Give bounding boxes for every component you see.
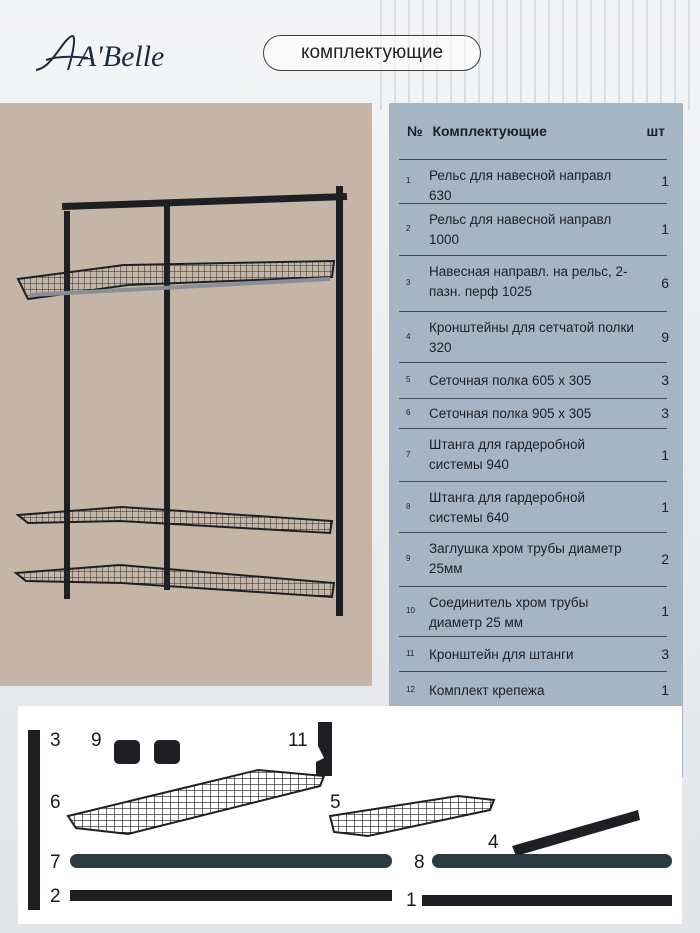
row-qty: 9 <box>661 329 669 345</box>
row-qty: 1 <box>661 682 669 698</box>
table-row <box>399 671 667 709</box>
table-row <box>399 586 667 637</box>
row-number: 9 <box>406 554 411 563</box>
part-4-label: 4 <box>488 832 499 853</box>
row-name: Рельс для навесной направл 1000 <box>429 212 612 247</box>
table-header <box>407 123 547 139</box>
section-pill <box>263 35 481 71</box>
part-9-cap <box>154 740 180 764</box>
row-number: 6 <box>406 408 411 417</box>
abelle-logo <box>32 30 182 76</box>
part-2-label: 2 <box>50 886 61 907</box>
row-name: Штанга для гардеробной системы 640 <box>429 490 586 525</box>
table-row <box>399 398 667 429</box>
row-qty: 3 <box>661 372 669 388</box>
part-3-rail <box>28 730 40 910</box>
row-name: Навесная направл. на рельс, 2-пазн. перф 1025 <box>429 264 628 299</box>
part-2-rail <box>70 890 392 901</box>
part-7-rod <box>70 854 392 868</box>
part-7-label: 7 <box>50 852 61 873</box>
col-name-header: Комплектующие <box>432 123 547 139</box>
table-row <box>399 311 667 363</box>
table-row <box>399 159 667 204</box>
row-name: Заглушка хром трубы диаметр 25мм <box>429 541 622 576</box>
parts-illustration <box>18 706 682 924</box>
part-8-label: 8 <box>414 852 425 873</box>
part-3-label: 3 <box>50 730 61 751</box>
row-number: 8 <box>406 502 411 511</box>
row-number: 3 <box>406 278 411 287</box>
row-name: Сеточная полка 905 х 305 <box>429 406 592 421</box>
table-row <box>399 362 667 399</box>
row-name: Кронштейн для штанги <box>429 647 574 662</box>
part-4-bracket <box>512 810 640 856</box>
components-table <box>389 103 683 777</box>
col-qty-header: шт <box>646 123 665 139</box>
row-name: Кронштейны для сетчатой полки 320 <box>429 320 634 355</box>
wardrobe-illustration <box>0 103 372 686</box>
table-row <box>399 255 667 312</box>
row-qty: 3 <box>661 646 669 662</box>
row-number: 12 <box>406 685 415 694</box>
row-qty: 1 <box>661 499 669 515</box>
row-number: 4 <box>406 332 411 341</box>
part-5-shelf <box>330 796 494 836</box>
row-qty: 2 <box>661 551 669 567</box>
part-6-shelf <box>68 770 324 834</box>
row-qty: 1 <box>661 603 669 619</box>
col-num-header: № <box>407 123 423 139</box>
row-number: 5 <box>406 375 411 384</box>
part-1-label: 1 <box>406 890 417 911</box>
part-11-bracket <box>316 722 332 776</box>
table-row <box>399 532 667 587</box>
row-qty: 3 <box>661 405 669 421</box>
row-name: Комплект крепежа <box>429 683 545 698</box>
row-name: Штанга для гардеробной системы 940 <box>429 437 586 472</box>
table-row <box>399 636 667 672</box>
product-photo <box>0 103 372 686</box>
part-11-label: 11 <box>288 730 308 751</box>
part-8-rod <box>432 854 672 868</box>
part-9-cap <box>114 740 140 764</box>
row-name: Соединитель хром трубы диаметр 25 мм <box>429 595 589 630</box>
table-row <box>399 481 667 533</box>
row-qty: 1 <box>661 447 669 463</box>
part-1-rail <box>422 895 672 906</box>
section-pill-label: комплектующие <box>300 42 444 63</box>
row-qty: 6 <box>661 275 669 291</box>
row-name: Рельс для навесной направл 630 <box>429 168 612 203</box>
part-5-label: 5 <box>330 792 341 813</box>
row-qty: 1 <box>661 221 669 237</box>
row-number: 2 <box>406 224 411 233</box>
table-row <box>399 203 667 256</box>
logo-text: A'Belle <box>78 40 165 73</box>
row-qty: 1 <box>661 173 669 189</box>
row-number: 10 <box>406 606 415 615</box>
row-number: 11 <box>406 649 415 658</box>
part-6-label: 6 <box>50 792 61 813</box>
part-9-label: 9 <box>91 730 102 751</box>
row-name: Сеточная полка 605 х 305 <box>429 373 592 388</box>
row-number: 1 <box>406 176 411 185</box>
table-row <box>399 428 667 482</box>
row-number: 7 <box>406 450 411 459</box>
